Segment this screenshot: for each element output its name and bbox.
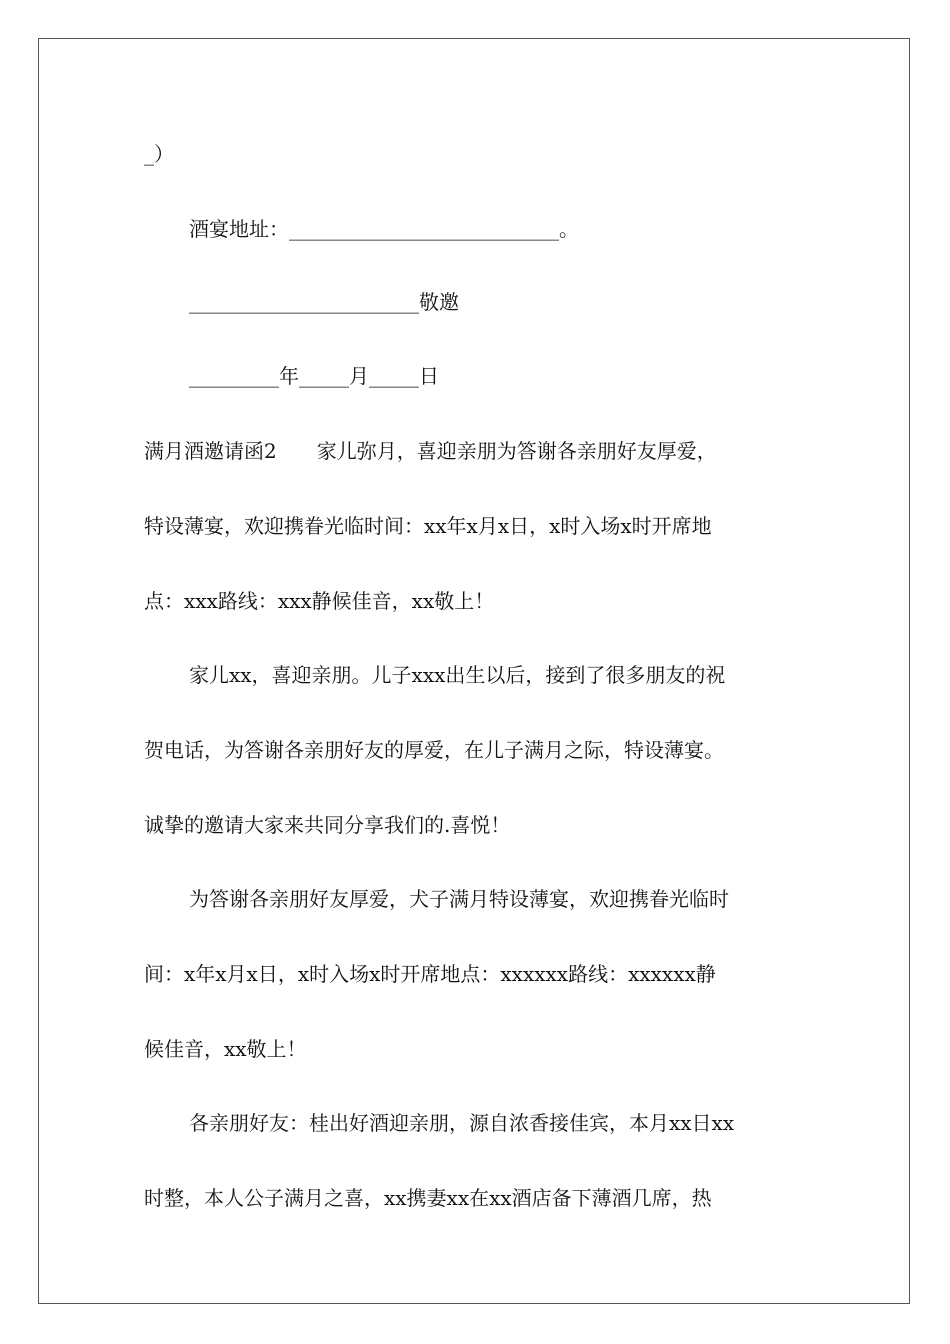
text-line-9: 贺电话，为答谢各亲朋好友的厚爱，在儿子满月之际，特设薄宴。 (144, 738, 724, 762)
text-line-date: _________年_____月_____日 (189, 364, 439, 388)
text-line-15: 时整，本人公子满月之喜，xx携妻xx在xx酒店备下薄酒几席，热 (144, 1186, 712, 1210)
text-line-invite-signature: _______________________敬邀 (189, 290, 459, 314)
text-line-13: 候佳音，xx敬上！ (144, 1037, 307, 1061)
text-line-8: 家儿xx，喜迎亲朋。儿子xxx出生以后，接到了很多朋友的祝 (189, 663, 726, 687)
text-line-1: _） (144, 142, 174, 166)
text-line-12: 间：x年x月x日，x时入场x时开席地点：xxxxxx路线：xxxxxx静 (144, 962, 716, 986)
text-line-6: 特设薄宴，欢迎携眷光临时间：xx年x月x日，x时入场x时开席地 (144, 514, 712, 538)
text-line-7: 点：xxx路线：xxx静候佳音，xx敬上！ (144, 589, 495, 613)
text-line-14: 各亲朋好友：桂出好酒迎亲朋，源自浓香接佳宾，本月xx日xx (189, 1111, 735, 1135)
text-line-11: 为答谢各亲朋好友厚爱，犬子满月特设薄宴，欢迎携眷光临时 (189, 887, 729, 911)
text-line-title-invitation-2: 满月酒邀请函2 家儿弥月，喜迎亲朋为答谢各亲朋好友厚爱， (144, 439, 717, 463)
text-line-banquet-address: 酒宴地址：___________________________。 (189, 217, 579, 241)
text-line-10: 诚挚的邀请大家来共同分享我们的.喜悦！ (144, 813, 511, 837)
